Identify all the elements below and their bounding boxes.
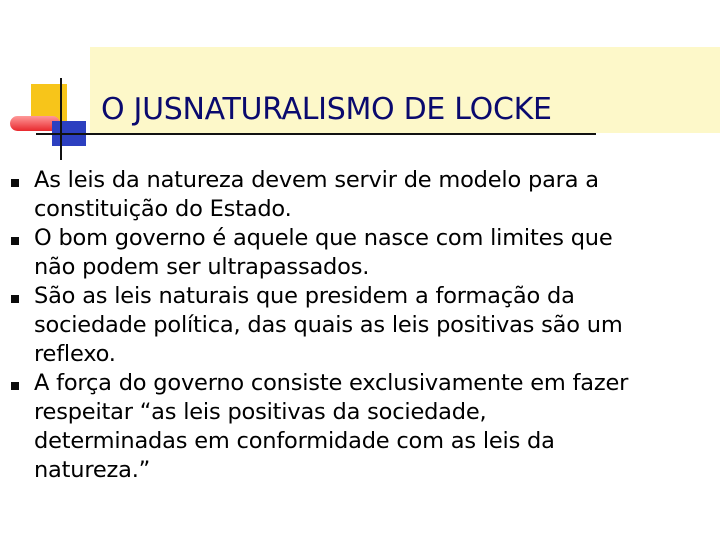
slide-title: O JUSNATURALISMO DE LOCKE	[101, 92, 552, 127]
title-underline	[36, 133, 596, 135]
square-bullet-icon	[11, 179, 19, 187]
square-bullet-icon	[11, 382, 19, 390]
bullet-line: respeitar “as leis positivas da sociedade,	[34, 399, 487, 425]
bullet-line: A força do governo consiste exclusivamente em fazer	[34, 370, 629, 396]
bullet-line: reflexo.	[34, 341, 116, 367]
bullet-text	[34, 282, 709, 369]
bullet-item	[0, 224, 720, 282]
bullet-line: São as leis naturais que presidem a formação da	[34, 283, 575, 309]
bullet-line: As leis da natureza devem servir de modelo para a	[34, 167, 599, 193]
bullet-item	[0, 282, 720, 369]
decorative-vertical-line	[60, 78, 62, 160]
bullet-line: determinadas em conformidade com as leis da	[34, 428, 555, 454]
bullet-line: sociedade política, das quais as leis positivas são um	[34, 312, 623, 338]
bullet-text	[34, 166, 709, 224]
bullet-item	[0, 369, 720, 485]
bullet-line: constituição do Estado.	[34, 196, 292, 222]
square-bullet-icon	[11, 295, 19, 303]
bullet-line: não podem ser ultrapassados.	[34, 254, 370, 280]
square-bullet-icon	[11, 237, 19, 245]
bullet-line: O bom governo é aquele que nasce com limites que	[34, 225, 613, 251]
bullet-text	[34, 369, 709, 485]
bullet-text	[34, 224, 709, 282]
bullet-list	[0, 166, 720, 485]
bullet-item	[0, 166, 720, 224]
bullet-line: natureza.”	[34, 457, 151, 483]
